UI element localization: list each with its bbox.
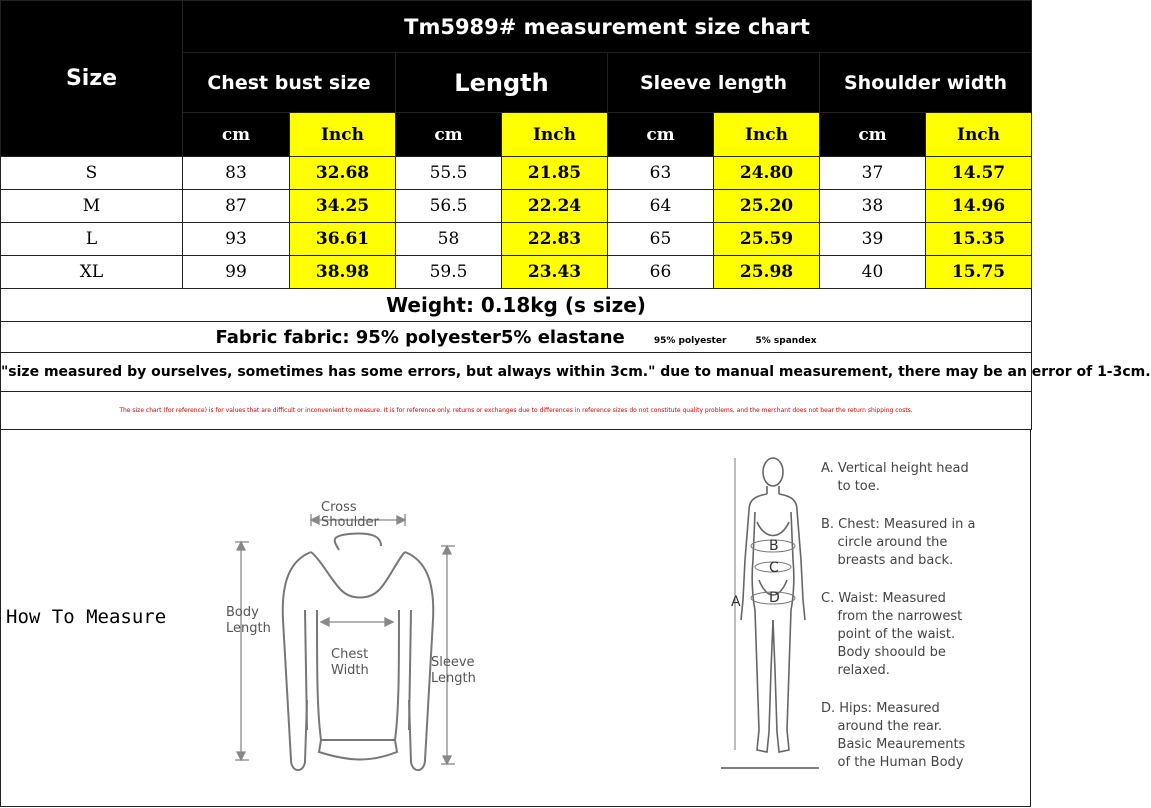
chest-width-label-2: Width (331, 663, 369, 678)
length-inch-cell: 23.43 (502, 256, 608, 289)
chart-title: Tm5989# measurement size chart (183, 1, 1032, 53)
table-row (1, 190, 1032, 223)
marker-d: D (769, 590, 780, 606)
shoulder-cm-cell: 38 (820, 190, 926, 223)
col-sleeve-header: Sleeve length (608, 53, 820, 113)
chest-inch-cell: 34.25 (290, 190, 396, 223)
unit-inch: Inch (714, 113, 820, 157)
length-cm-cell: 55.5 (396, 157, 502, 190)
sleeve-cm-cell: 65 (608, 223, 714, 256)
unit-inch: Inch (290, 113, 396, 157)
unit-cm: cm (608, 113, 714, 157)
col-shoulder-header: Shoulder width (820, 53, 1032, 113)
table-row (1, 256, 1032, 289)
chest-inch-cell: 38.98 (290, 256, 396, 289)
fabric-small-spandex: 5% spandex (755, 335, 817, 346)
unit-cm: cm (183, 113, 290, 157)
shoulder-inch-cell: 14.96 (926, 190, 1032, 223)
shoulder-inch-cell: 14.57 (926, 157, 1032, 190)
note-b-chest: B. Chest: Measured in a circle around the breasts and back. (821, 517, 976, 568)
shoulder-cm-cell: 40 (820, 256, 926, 289)
size-cell: XL (1, 256, 183, 289)
sleeve-length-label-2: Length (431, 671, 476, 686)
unit-cm: cm (820, 113, 926, 157)
weight-note: Weight: 0.18kg (s size) (1, 289, 1032, 322)
marker-b: B (769, 538, 779, 554)
fabric-note: Fabric fabric: 95% polyester5% elastane (215, 326, 625, 348)
size-cell: M (1, 190, 183, 223)
jacket-diagram (221, 490, 491, 790)
sleeve-inch-cell: 24.80 (714, 157, 820, 190)
chest-inch-cell: 36.61 (290, 223, 396, 256)
marker-c: C (769, 560, 779, 576)
length-inch-cell: 21.85 (502, 157, 608, 190)
return-policy-note: The size chart (for reference) is for values that are difficult or inconvenient to measure. It is for reference only. returns or exchanges due to differences in reference sizes do not constitute quality problems, and the merchant does not bear the return shipping costs. (1, 392, 1032, 430)
table-row (1, 223, 1032, 256)
length-inch-cell: 22.24 (502, 190, 608, 223)
body-length-label-2: Length (226, 621, 271, 636)
body-length-label-1: Body (226, 605, 259, 620)
cross-shoulder-label-1: Cross (321, 500, 357, 515)
chest-cm-cell: 83 (183, 157, 290, 190)
sleeve-cm-cell: 66 (608, 256, 714, 289)
length-inch-cell: 22.83 (502, 223, 608, 256)
size-header: Size (1, 1, 183, 157)
shoulder-cm-cell: 37 (820, 157, 926, 190)
unit-inch: Inch (502, 113, 608, 157)
sleeve-cm-cell: 63 (608, 157, 714, 190)
chest-cm-cell: 87 (183, 190, 290, 223)
marker-a: A (731, 594, 741, 610)
how-to-measure-heading: How To Measure (6, 606, 167, 628)
unit-cm: cm (396, 113, 502, 157)
length-cm-cell: 59.5 (396, 256, 502, 289)
fabric-row (1, 322, 1032, 353)
shoulder-inch-cell: 15.35 (926, 223, 1032, 256)
sleeve-length-label-1: Sleeve (431, 655, 475, 670)
disclaimer-note: "size measured by ourselves, sometimes has some errors, but always within 3cm." due to manual measurement, there may be an error of 1-3cm. (1, 353, 1032, 392)
unit-inch: Inch (926, 113, 1032, 157)
sleeve-inch-cell: 25.59 (714, 223, 820, 256)
note-d-hips: D. Hips: Measured around the rear. Basic Meaurements of the Human Body (821, 701, 966, 770)
how-to-measure-panel (0, 430, 1031, 807)
length-cm-cell: 58 (396, 223, 502, 256)
sleeve-inch-cell: 25.20 (714, 190, 820, 223)
note-a-height: A. Vertical height head to toe. (821, 461, 969, 494)
chest-cm-cell: 93 (183, 223, 290, 256)
size-cell: S (1, 157, 183, 190)
body-diagram (711, 450, 821, 780)
length-cm-cell: 56.5 (396, 190, 502, 223)
chest-cm-cell: 99 (183, 256, 290, 289)
sleeve-cm-cell: 64 (608, 190, 714, 223)
col-chest-header: Chest bust size (183, 53, 396, 113)
table-row (1, 157, 1032, 190)
sleeve-inch-cell: 25.98 (714, 256, 820, 289)
shoulder-cm-cell: 39 (820, 223, 926, 256)
fabric-small-polyester: 95% polyester (653, 335, 727, 346)
col-length-header: Length (396, 53, 608, 113)
shoulder-inch-cell: 15.75 (926, 256, 1032, 289)
chest-width-label-1: Chest (331, 647, 369, 662)
size-cell: L (1, 223, 183, 256)
chest-inch-cell: 32.68 (290, 157, 396, 190)
cross-shoulder-label-2: Shoulder (321, 515, 379, 530)
note-c-waist: C. Waist: Measured from the narrowest point of the waist. Body shoould be relaxed. (821, 591, 963, 678)
